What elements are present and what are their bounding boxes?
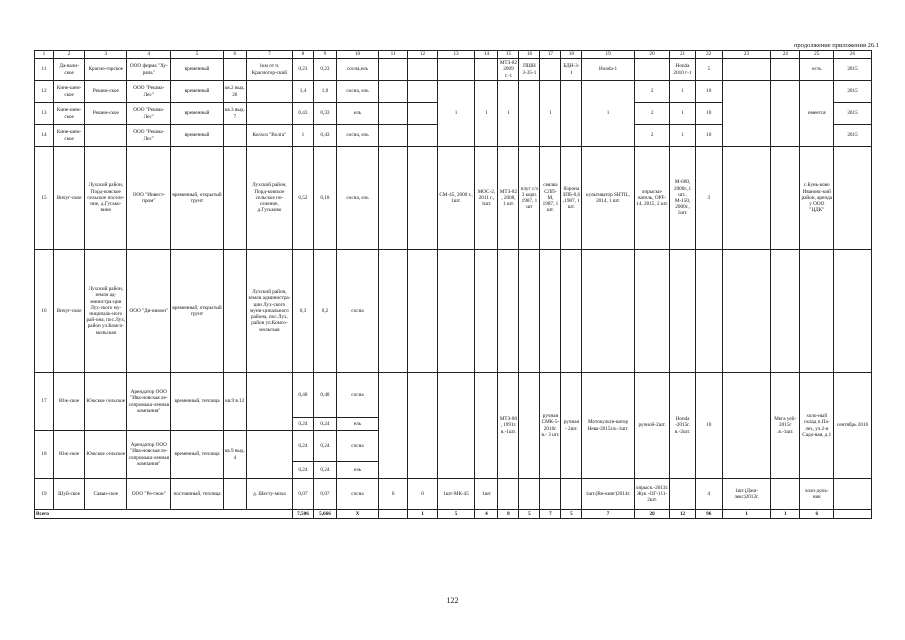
cell: сосна, ель [337, 125, 379, 147]
cell: сосна [337, 250, 379, 373]
cell [670, 479, 695, 510]
cell: Мега yeil-2015г .в.-1шт. [771, 373, 800, 479]
cell: кв.9 в.12 [223, 373, 246, 431]
cell: 1 [475, 81, 498, 147]
cell [519, 373, 540, 479]
col-number: 6 [223, 51, 246, 59]
cell [519, 250, 540, 373]
table-row [35, 59, 872, 81]
cell: 0,24 [292, 431, 313, 462]
cell: 6 [800, 510, 834, 519]
cell [223, 479, 246, 510]
cell: 0 [408, 479, 437, 510]
cell: 13 [35, 103, 54, 125]
cell [223, 250, 246, 373]
cell: Лухский район, Порд-ковское сельское поселе-ние, д.Гусько-вино [85, 147, 127, 250]
col-number: 9 [313, 51, 336, 59]
cell [475, 373, 498, 479]
cell [540, 250, 561, 373]
totals-label: Всего [35, 510, 293, 519]
cell [378, 81, 407, 103]
cell: 1 [408, 510, 437, 519]
cell [223, 125, 246, 147]
cell: есть [800, 59, 834, 81]
cell: постоянный, теплица [171, 479, 223, 510]
cell: сосна [337, 479, 379, 510]
cell: БДН-3-1 [561, 59, 582, 81]
cell: 1 [437, 81, 475, 147]
cell [246, 103, 292, 125]
cell: 1шт [475, 479, 498, 510]
cell [378, 250, 407, 373]
cell: ООО "Ре-гион" [127, 479, 171, 510]
cell: 1,0 [313, 81, 336, 103]
cell: ООО "Инвест-пром" [127, 147, 171, 250]
cell: Юж-ское [53, 373, 84, 431]
col-number: 16 [519, 51, 540, 59]
cell [695, 250, 722, 373]
col-number: 1 [35, 51, 54, 59]
cell: временный, теплица [171, 373, 223, 431]
cell: 17 [35, 373, 54, 431]
cell [408, 250, 437, 373]
page-number: 122 [446, 596, 459, 605]
cell: кв.2 выд. 26 [223, 81, 246, 103]
cell [408, 373, 437, 479]
cell: 0,33 [313, 103, 336, 125]
cell [475, 250, 498, 373]
cell: МТЗ-82, 2008, 1 шт. [498, 147, 519, 250]
cell: 2 [634, 81, 670, 103]
cell: 0,24 [313, 462, 336, 479]
cell: 2 [634, 125, 670, 147]
cell: Вичуг-ское [53, 250, 84, 373]
col-number: 19 [582, 51, 634, 59]
cell: Лухский район, земли ад-министра-ции Лух-ского му-ниципаль-ного рай-она, пос.Лух, район ул.Комсо-мольская [85, 250, 127, 373]
cell: 0,24 [292, 418, 313, 431]
cell: Решем-ское [85, 103, 127, 125]
cell: 0 [378, 479, 407, 510]
cell [408, 59, 437, 81]
cell: 14 [35, 125, 54, 147]
cell: 0,24 [313, 431, 336, 462]
cell [722, 250, 770, 373]
cell: сентябрь 2016 [834, 373, 872, 479]
cell: 1,4 [292, 81, 313, 103]
cell: 1 [722, 510, 770, 519]
cell: ООО "Ди-вимон" [127, 250, 171, 373]
cell [475, 59, 498, 81]
cell: 7,506 [292, 510, 313, 519]
cell: 10 [695, 373, 722, 479]
cell: Х [337, 510, 379, 519]
cell [519, 479, 540, 510]
col-number: 10 [337, 51, 379, 59]
col-number: 22 [695, 51, 722, 59]
cell: 2015 [834, 103, 872, 125]
cell: сеялка СЛП-М, 1987, 1 шт. [540, 147, 561, 250]
cell: сосна, ель [337, 81, 379, 103]
cell: Юж-ское [53, 431, 84, 479]
cell: временный [171, 59, 223, 81]
cell [771, 479, 800, 510]
cell: сосна [337, 373, 379, 418]
col-number: 23 [722, 51, 770, 59]
cell: ПШН 3-35-1 [519, 59, 540, 81]
cell: 1шт-МК-45 [437, 479, 475, 510]
cell: ель [337, 418, 379, 431]
cell: кв.3 выд. 7 [223, 103, 246, 125]
cell: Шуй-ское [53, 479, 84, 510]
cell: 1 [292, 125, 313, 147]
cell [408, 81, 437, 103]
cell [722, 59, 770, 81]
cell: холо-ный склад п.Па-лех, ул.2-я Садо-вая, д.1 [800, 373, 834, 479]
cell: 5 [561, 510, 582, 519]
cell [246, 431, 292, 479]
column-numbers-row [35, 51, 872, 59]
cell: ООО "Решма-Лес" [127, 81, 171, 103]
cell: временный, открытый грунт [171, 250, 223, 373]
cell: Лухский район, Порд-ковское сельское по-селение, д.Гуськово [246, 147, 292, 250]
cell: СМ-45, 2000 г., 1шт. [437, 147, 475, 250]
cell: 0,23 [313, 59, 336, 81]
cell [634, 250, 670, 373]
cell: опрыски-ватель, OPF-14, 2015, 2 шт. [634, 147, 670, 250]
cell: кв.9 выд. 4 [223, 431, 246, 479]
cell: опрыск.-2013г.Жук -ОГ-111-2шт. [634, 479, 670, 510]
cell: 20 [634, 510, 670, 519]
cell: 1 [771, 510, 800, 519]
cell [519, 81, 540, 147]
cell [722, 81, 770, 147]
col-number: 25 [800, 51, 834, 59]
col-number: 26 [834, 51, 872, 59]
cell: 1шт.(Ви-кинг)2014г. [582, 479, 634, 510]
cell: Да-вали-ское [53, 59, 84, 81]
cell: временный [171, 125, 223, 147]
cell: 10 [695, 125, 722, 147]
cell: Кине-шем-ское [53, 125, 84, 147]
cell: 10 [695, 103, 722, 125]
cell: 0,2 [313, 250, 336, 373]
totals-row [35, 510, 872, 519]
table-row [35, 147, 872, 250]
cell: Honda-1 [582, 59, 634, 81]
cell [437, 59, 475, 81]
cell [561, 479, 582, 510]
col-number: 20 [634, 51, 670, 59]
cell: ООО "Решма-Лес" [127, 103, 171, 125]
cell: 12 [670, 510, 695, 519]
cell [771, 59, 800, 81]
col-number: 21 [670, 51, 695, 59]
cell: 16 [35, 250, 54, 373]
cell [540, 479, 561, 510]
cell [246, 81, 292, 103]
cell: 4 [695, 479, 722, 510]
cell [771, 81, 800, 147]
cell: 2 [634, 103, 670, 125]
col-number: 17 [540, 51, 561, 59]
cell [408, 147, 437, 250]
cell: 0,24 [313, 418, 336, 431]
cell [378, 125, 407, 147]
cell [834, 510, 872, 519]
cell: д. Шесту-миха [246, 479, 292, 510]
cell: 7 [540, 510, 561, 519]
cell: борона ЗПБ-0,6,1987, 1 шт. [561, 147, 582, 250]
cell: Лухский район, земли администра-ции Лух-ского муни-ципального района, пос.Лух, район ул.Комсо-мольская [246, 250, 292, 373]
cell: ель [337, 103, 379, 125]
cell: имеется [800, 81, 834, 147]
cell: 4 [475, 510, 498, 519]
table-row [35, 479, 872, 510]
cell [771, 250, 800, 373]
cell [408, 103, 437, 125]
cell: 0,43 [292, 103, 313, 125]
col-number: 15 [498, 51, 519, 59]
cell: Южское сельское [85, 373, 127, 431]
col-number: 13 [437, 51, 475, 59]
cell: холо-доль-ник [800, 479, 834, 510]
col-number: 5 [171, 51, 223, 59]
cell: 1 [670, 103, 695, 125]
cell: 8 [498, 510, 519, 519]
cell: 1 [498, 81, 519, 147]
cell: Решем-ское [85, 81, 127, 103]
cell [378, 373, 407, 479]
cell: 1 [540, 81, 561, 147]
col-number: 18 [561, 51, 582, 59]
cell [561, 81, 582, 147]
cell: М-600, 2000г.,1 шт., М-150, 2000г., 1шт. [670, 147, 695, 250]
cell [834, 250, 872, 373]
cell: Мотокульти-ватор Нева-2015г.в.-1шт. [582, 373, 634, 479]
col-number: 3 [85, 51, 127, 59]
cell: Кине-шем-ское [53, 81, 84, 103]
cell [378, 510, 407, 519]
cell: 0,43 [313, 125, 336, 147]
cell [722, 147, 770, 250]
cell: Саван-ское [85, 479, 127, 510]
cell: с.Бунь-ково Ивановс-кий район, аренда у ООО "ЦДК" [800, 147, 834, 250]
cell: временный [171, 103, 223, 125]
cell [378, 59, 407, 81]
cell: Honda 2010 г-1 [670, 59, 695, 81]
cell: 0,07 [292, 479, 313, 510]
cell: 0,23 [292, 59, 313, 81]
col-number: 11 [378, 51, 407, 59]
cell: временный [171, 81, 223, 103]
cell: временный, теплица [171, 431, 223, 479]
col-number: 14 [475, 51, 498, 59]
cell: культиватор SHTIL, 2014, 1 шт. [582, 147, 634, 250]
cell: МОС-2, 2011 г., 1шт. [475, 147, 498, 250]
table-row [35, 250, 872, 373]
cell: 0,3 [292, 250, 313, 373]
cell: Кине-шем-ское [53, 103, 84, 125]
col-number: 24 [771, 51, 800, 59]
cell: 5 [695, 59, 722, 81]
cell: ручная - 2шт. [561, 373, 582, 479]
cell [834, 147, 872, 250]
cell: 0,52 [292, 147, 313, 250]
cell [834, 479, 872, 510]
cell: 7 [582, 510, 634, 519]
cell: 0,24 [292, 462, 313, 479]
cell [437, 250, 475, 373]
register-table [34, 50, 872, 519]
cell: 2015 [834, 81, 872, 103]
cell: сосна,ель [337, 59, 379, 81]
cell: Колхоз "Волга" [246, 125, 292, 147]
table-row [35, 373, 872, 418]
cell: 96 [695, 510, 722, 519]
cell [85, 125, 127, 147]
cell: Honda -2015г. в.-2шт. [670, 373, 695, 479]
cell: Арендатор ООО "Ива-новская ле-сопромыш-ленная компания" [127, 431, 171, 479]
cell: 1км от п. Красногор-ский [246, 59, 292, 81]
cell [437, 373, 475, 479]
cell: ООО "Решма-Лес" [127, 125, 171, 147]
cell: Южское сельское [85, 431, 127, 479]
cell: сосна, ель [337, 147, 379, 250]
cell: 0,48 [313, 373, 336, 418]
cell: 5 [437, 510, 475, 519]
cell: 15 [35, 147, 54, 250]
col-number: 4 [127, 51, 171, 59]
cell [771, 147, 800, 250]
cell: 3 [695, 147, 722, 250]
cell: МТЗ-82 2009 г.-1 [499, 60, 518, 79]
cell: ручной-2шт. [634, 373, 670, 479]
col-number: 8 [292, 51, 313, 59]
cell: 10 [695, 81, 722, 103]
cell [800, 250, 834, 373]
cell: 0,18 [313, 147, 336, 250]
continuation-note: продолжение приложения 26.1 [793, 42, 879, 49]
cell [498, 250, 519, 373]
cell: 1 [582, 81, 634, 147]
cell [246, 373, 292, 431]
cell: 2015 [834, 59, 872, 81]
cell: 12 [35, 81, 54, 103]
cell: 11 [35, 59, 54, 81]
cell: 1 [670, 81, 695, 103]
cell: 18 [35, 431, 54, 479]
cell: 1шт.(Джи-лекс)2013г. [722, 479, 770, 510]
cell [378, 103, 407, 125]
cell: 1 [670, 125, 695, 147]
cell: 0,48 [292, 373, 313, 418]
cell: ООО фирма "Ху-ряль" [127, 59, 171, 81]
cell: Вичуг-ское [53, 147, 84, 250]
col-number: 7 [246, 51, 292, 59]
col-number: 12 [408, 51, 437, 59]
cell: МТЗ-80, 1991г. в.-1шт. [498, 373, 519, 479]
cell [223, 59, 246, 81]
cell [670, 250, 695, 373]
cell [498, 479, 519, 510]
cell: ручная СМК-5-2016г. в.- 3 шт. [540, 373, 561, 479]
cell: 5,666 [313, 510, 336, 519]
table-row [35, 81, 872, 103]
col-number: 2 [53, 51, 84, 59]
cell [540, 59, 561, 81]
cell: плуг с/х 3 корп. 1987, 1 шт [519, 147, 540, 250]
cell [561, 250, 582, 373]
cell [634, 59, 670, 81]
cell: Арендатор ООО "Ива-новская ле-сопромыш-ленная компания" [127, 373, 171, 431]
cell: сосна [337, 431, 379, 462]
cell: 19 [35, 479, 54, 510]
cell: 0,07 [313, 479, 336, 510]
cell [722, 373, 770, 479]
cell: 2015 [834, 125, 872, 147]
cell [582, 250, 634, 373]
cell: временный, открытый грунт [171, 147, 223, 250]
cell: 5 [519, 510, 540, 519]
cell [378, 147, 407, 250]
cell: Красно-горское [85, 59, 127, 81]
cell: ель [337, 462, 379, 479]
cell [223, 147, 246, 250]
cell [408, 125, 437, 147]
